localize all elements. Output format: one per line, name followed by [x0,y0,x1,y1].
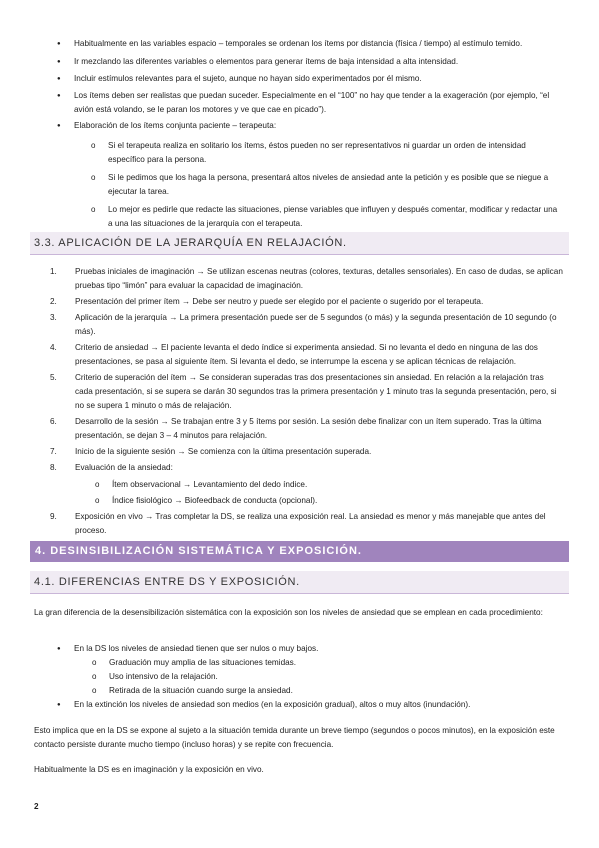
section-4-1-heading: 4.1. DIFERENCIAS ENTRE DS Y EXPOSICIÓN. [30,571,569,594]
list-item [74,642,562,698]
step-text: Evaluación de la ansiedad: [75,463,173,472]
implication-paragraph: Esto implica que en la DS se expone al sujeto a la situación temida durante un breve tiempo (segundos o pocos minutos), en la exposición este contacto persiste durante mucho tiempo (incluso horas) y se repite con frecuencia. [34,726,555,749]
step-item [50,295,563,309]
step-item [50,445,563,459]
top-bullet-list [74,37,562,133]
step8-sub-list [112,478,563,508]
step-text: Exposición en vivo → Tras completar la DS, se realiza una exposición real. La ansiedad es menor y más manejable que antes del proceso. [75,512,546,535]
list-item: ● Incluir estímulos relevantes para el sujeto, aunque no hayan sido experimentados por él mismo. [74,72,562,86]
step-item [50,461,563,508]
sub-list-item: o Lo mejor es pedirle que redacte las situaciones, piense variables que influyen y después comentar, modificar y redactar una a una las situaciones de la jerarquía con el terapeuta. [108,203,562,231]
sub-list-item: o Graduación muy amplia de las situaciones temidas. [109,656,562,670]
list-item: ● En la extinción los niveles de ansiedad son medios (en la exposición gradual), altos o muy altos (inundación). [74,698,562,712]
top-sub-bullet-list [108,139,562,231]
step-number: 7. [50,447,57,456]
sub-list-item: o Índice fisiológico → Biofeedback de conducta (opcional). [112,494,563,508]
list-item [74,119,562,133]
step-number: 4. [50,343,57,352]
step-text: Criterio de superación del ítem → Se consideran superadas tras dos presentaciones sin ansiedad. En relación a la relajación tras cada presentación, si se supera se darán 30 segundos tras la primera presentación y 1 minuto tras la segunda presentación, pero, si no se supera 1 minuto o más de relajación. [75,373,557,410]
step-text: Aplicación de la jerarquía → La primera presentación puede ser de 5 segundos (o más) y la segunda presentación de 10 segundo (o más). [75,313,557,336]
list-item: ● Habitualmente en las variables espacio – temporales se ordenan los ítems por distancia (física / tiempo) al estímulo temido. [74,37,562,51]
sub-list-item: o Si le pedimos que los haga la persona, presentará altos niveles de ansiedad ante la petición y es posible que se niegue a ejecutar la tarea. [108,171,562,199]
step-item [50,311,563,339]
steps-list [50,265,563,538]
step-number: 3. [50,313,57,322]
step-number: 6. [50,417,57,426]
intro-paragraph: La gran diferencia de la desensibilización sistemática con la exposición son los niveles de ansiedad que se emplean en cada procedimiento: [34,608,543,617]
section-4-heading: 4. DESINSIBILIZACIÓN SISTEMÁTICA Y EXPOSICIÓN. [30,541,569,562]
final-paragraph: Habitualmente la DS es en imaginación y la exposición en vivo. [34,765,264,774]
list-item: ● Ir mezclando las diferentes variables o elementos para generar ítems de baja intensidad a alta intensidad. [74,55,562,69]
step-item [50,415,563,443]
step-text: Presentación del primer ítem → Debe ser neutro y puede ser elegido por el paciente o sugerido por el terapeuta. [75,297,484,306]
step-number: 1. [50,267,57,276]
step-text: Criterio de ansiedad → El paciente levanta el dedo índice si experimenta ansiedad. Si no levanta el dedo en ninguna de las dos presentaciones, se pasa al siguiente ítem. Si levanta el dedo, se interrumpe la escena y se aplican técnicas de relajación. [75,343,538,366]
step-item [50,341,563,369]
section-3-3-heading: 3.3. APLICACIÓN DE LA JERARQUÍA EN RELAJACIÓN. [30,232,569,255]
list-item-text: En la DS los niveles de ansiedad tienen que ser nulos o muy bajos. [74,644,319,653]
list-item: ● Los ítems deben ser realistas que puedan suceder. Especialmente en el “100” no hay que tender a la exageración (por ejemplo, “el avión está volando, se le paran los motores y ve que cae en picado”). [74,89,562,117]
ds-sub-list [109,656,562,698]
sub-list-item: o Ítem observacional → Levantamiento del dedo índice. [112,478,563,492]
sub-list-item: o Uso intensivo de la relajación. [109,670,562,684]
ds-bullet-list [74,642,562,712]
page-number: 2 [34,802,39,811]
step-number: 5. [50,373,57,382]
list-item-text: Elaboración de los ítems conjunta paciente – terapeuta: [74,121,277,130]
sub-list-item: o Si el terapeuta realiza en solitario los ítems, éstos pueden no ser representativos ni guardar un orden de intensidad específico para la persona. [108,139,562,167]
step-number: 9. [50,512,57,521]
step-item [50,371,563,413]
step-text: Desarrollo de la sesión → Se trabajan entre 3 y 5 ítems por sesión. La sesión debe finalizar con un ítem superado. Tras la última presentación, se dejan 3 – 4 minutos para relajación. [75,417,542,440]
step-item [50,265,563,293]
step-item [50,510,563,538]
step-text: Pruebas iniciales de imaginación → Se utilizan escenas neutras (colores, texturas, detalles sensoriales). En caso de dudas, se aplican pruebas tipo “limón” para evaluar la capacidad de imaginación. [75,267,563,290]
step-number: 2. [50,297,57,306]
step-text: Inicio de la siguiente sesión → Se comienza con la última presentación superada. [75,447,372,456]
step-number: 8. [50,463,57,472]
sub-list-item: o Retirada de la situación cuando surge la ansiedad. [109,684,562,698]
